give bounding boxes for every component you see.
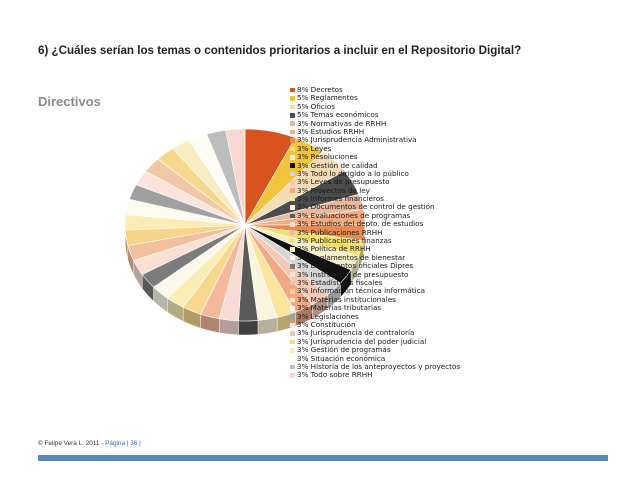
legend-swatch	[290, 105, 295, 110]
legend-label: 3% Documentos oficiales Dipres	[297, 261, 414, 271]
legend-swatch	[290, 323, 295, 328]
legend-swatch	[290, 180, 295, 185]
question-title: 6) ¿Cuáles serían los temas o contenidos prioritarios a incluir en el Repositorio Digital?	[38, 44, 522, 57]
pie-slice-side	[219, 319, 238, 335]
legend-swatch	[290, 163, 295, 168]
legend-swatch	[290, 88, 295, 93]
legend-label: 3% Normativas de RRHH	[297, 118, 387, 128]
legend-label: 3% Leyes	[297, 143, 332, 153]
legend-label: 3% Historia de los anteproyectos y proyectos	[297, 361, 461, 371]
chart-legend	[290, 86, 610, 380]
legend-item	[290, 136, 610, 144]
legend-label: 3% Resoluciones	[297, 152, 358, 162]
legend-label: 5% Oficios	[297, 101, 335, 111]
pie-slice-side	[239, 320, 258, 335]
footer-author: © Felipe Vera L. 2011 -	[38, 440, 104, 447]
legend-label: 3% Instrucción de presupuesto	[297, 269, 409, 279]
legend-swatch	[290, 172, 295, 177]
legend-label: 5% Reglamentos	[297, 93, 358, 103]
legend-swatch	[290, 331, 295, 336]
legend-label: 3% Publicaciones RRHH	[297, 227, 383, 237]
legend-label: 8% Decretos	[297, 85, 343, 94]
legend-swatch	[290, 214, 295, 219]
legend-swatch	[290, 272, 295, 277]
legend-swatch	[290, 298, 295, 303]
legend-label: 3% Gestión de calidad	[297, 160, 378, 170]
legend-swatch	[290, 205, 295, 210]
legend-label: 3% Gestión de programas	[297, 345, 391, 355]
legend-label: 3% Leyes de presupuesto	[297, 177, 390, 187]
legend-swatch	[290, 121, 295, 126]
legend-swatch	[290, 289, 295, 294]
legend-label: 3% Materias institucionales	[297, 294, 396, 304]
legend-label: 3% Situación económica	[297, 353, 386, 363]
legend-item	[290, 371, 610, 379]
legend-label: 3% Informes financieros	[297, 194, 384, 204]
footer	[38, 440, 141, 447]
legend-label: 3% Reglamentos de bienestar	[297, 252, 406, 262]
footer-bar	[38, 455, 608, 461]
legend-label: 3% Todo sobre RRHH	[297, 370, 373, 380]
legend-swatch	[290, 138, 295, 143]
legend-swatch	[290, 96, 295, 101]
legend-label: 3% Documentos de control de gestión	[297, 202, 435, 212]
legend-swatch	[290, 348, 295, 353]
legend-label: 3% Constitución	[297, 319, 356, 329]
legend-swatch	[290, 256, 295, 261]
legend-label: 3% Política de RRHH	[297, 244, 371, 254]
legend-swatch	[290, 247, 295, 252]
legend-label: 3% Todo lo dirigido a lo público	[297, 168, 409, 178]
legend-swatch	[290, 188, 295, 193]
legend-label: 3% Estadísticas fiscales	[297, 277, 383, 287]
legend-swatch	[290, 155, 295, 160]
legend-label: 3% Proyectos de ley	[297, 185, 370, 195]
legend-label: 3% Estudios RRHH	[297, 126, 365, 136]
legend-label: 5% Temas económicos	[297, 110, 379, 120]
legend-label: 3% Materias tributarias	[297, 303, 382, 313]
legend-label: 3% Publicaciones finanzas	[297, 236, 392, 246]
footer-page-number: Página | 36 |	[105, 440, 141, 447]
legend-swatch	[290, 281, 295, 286]
legend-swatch	[290, 314, 295, 319]
legend-swatch	[290, 356, 295, 361]
legend-label: 3% Legislaciones	[297, 311, 359, 321]
legend-swatch	[290, 340, 295, 345]
legend-label: 3% Información técnica informática	[297, 286, 425, 296]
legend-swatch	[290, 373, 295, 378]
legend-swatch	[290, 222, 295, 227]
legend-item	[290, 94, 610, 102]
legend-label: 3% Estudios del depto. de estudios	[297, 219, 424, 229]
legend-label: 3% Jurisprudencia de contraloría	[297, 328, 415, 338]
legend-label: 3% Evaluaciones de programas	[297, 210, 411, 220]
legend-swatch	[290, 264, 295, 269]
legend-swatch	[290, 113, 295, 118]
legend-swatch	[290, 230, 295, 235]
legend-swatch	[290, 239, 295, 244]
legend-swatch	[290, 306, 295, 311]
legend-swatch	[290, 365, 295, 370]
legend-swatch	[290, 130, 295, 135]
chart-title: Directivos	[38, 94, 101, 109]
legend-label: 3% Jurisprudencia del poder judicial	[297, 336, 427, 346]
legend-swatch	[290, 147, 295, 152]
legend-label: 3% Jurisprudencia Administrativa	[297, 135, 417, 145]
legend-swatch	[290, 197, 295, 202]
